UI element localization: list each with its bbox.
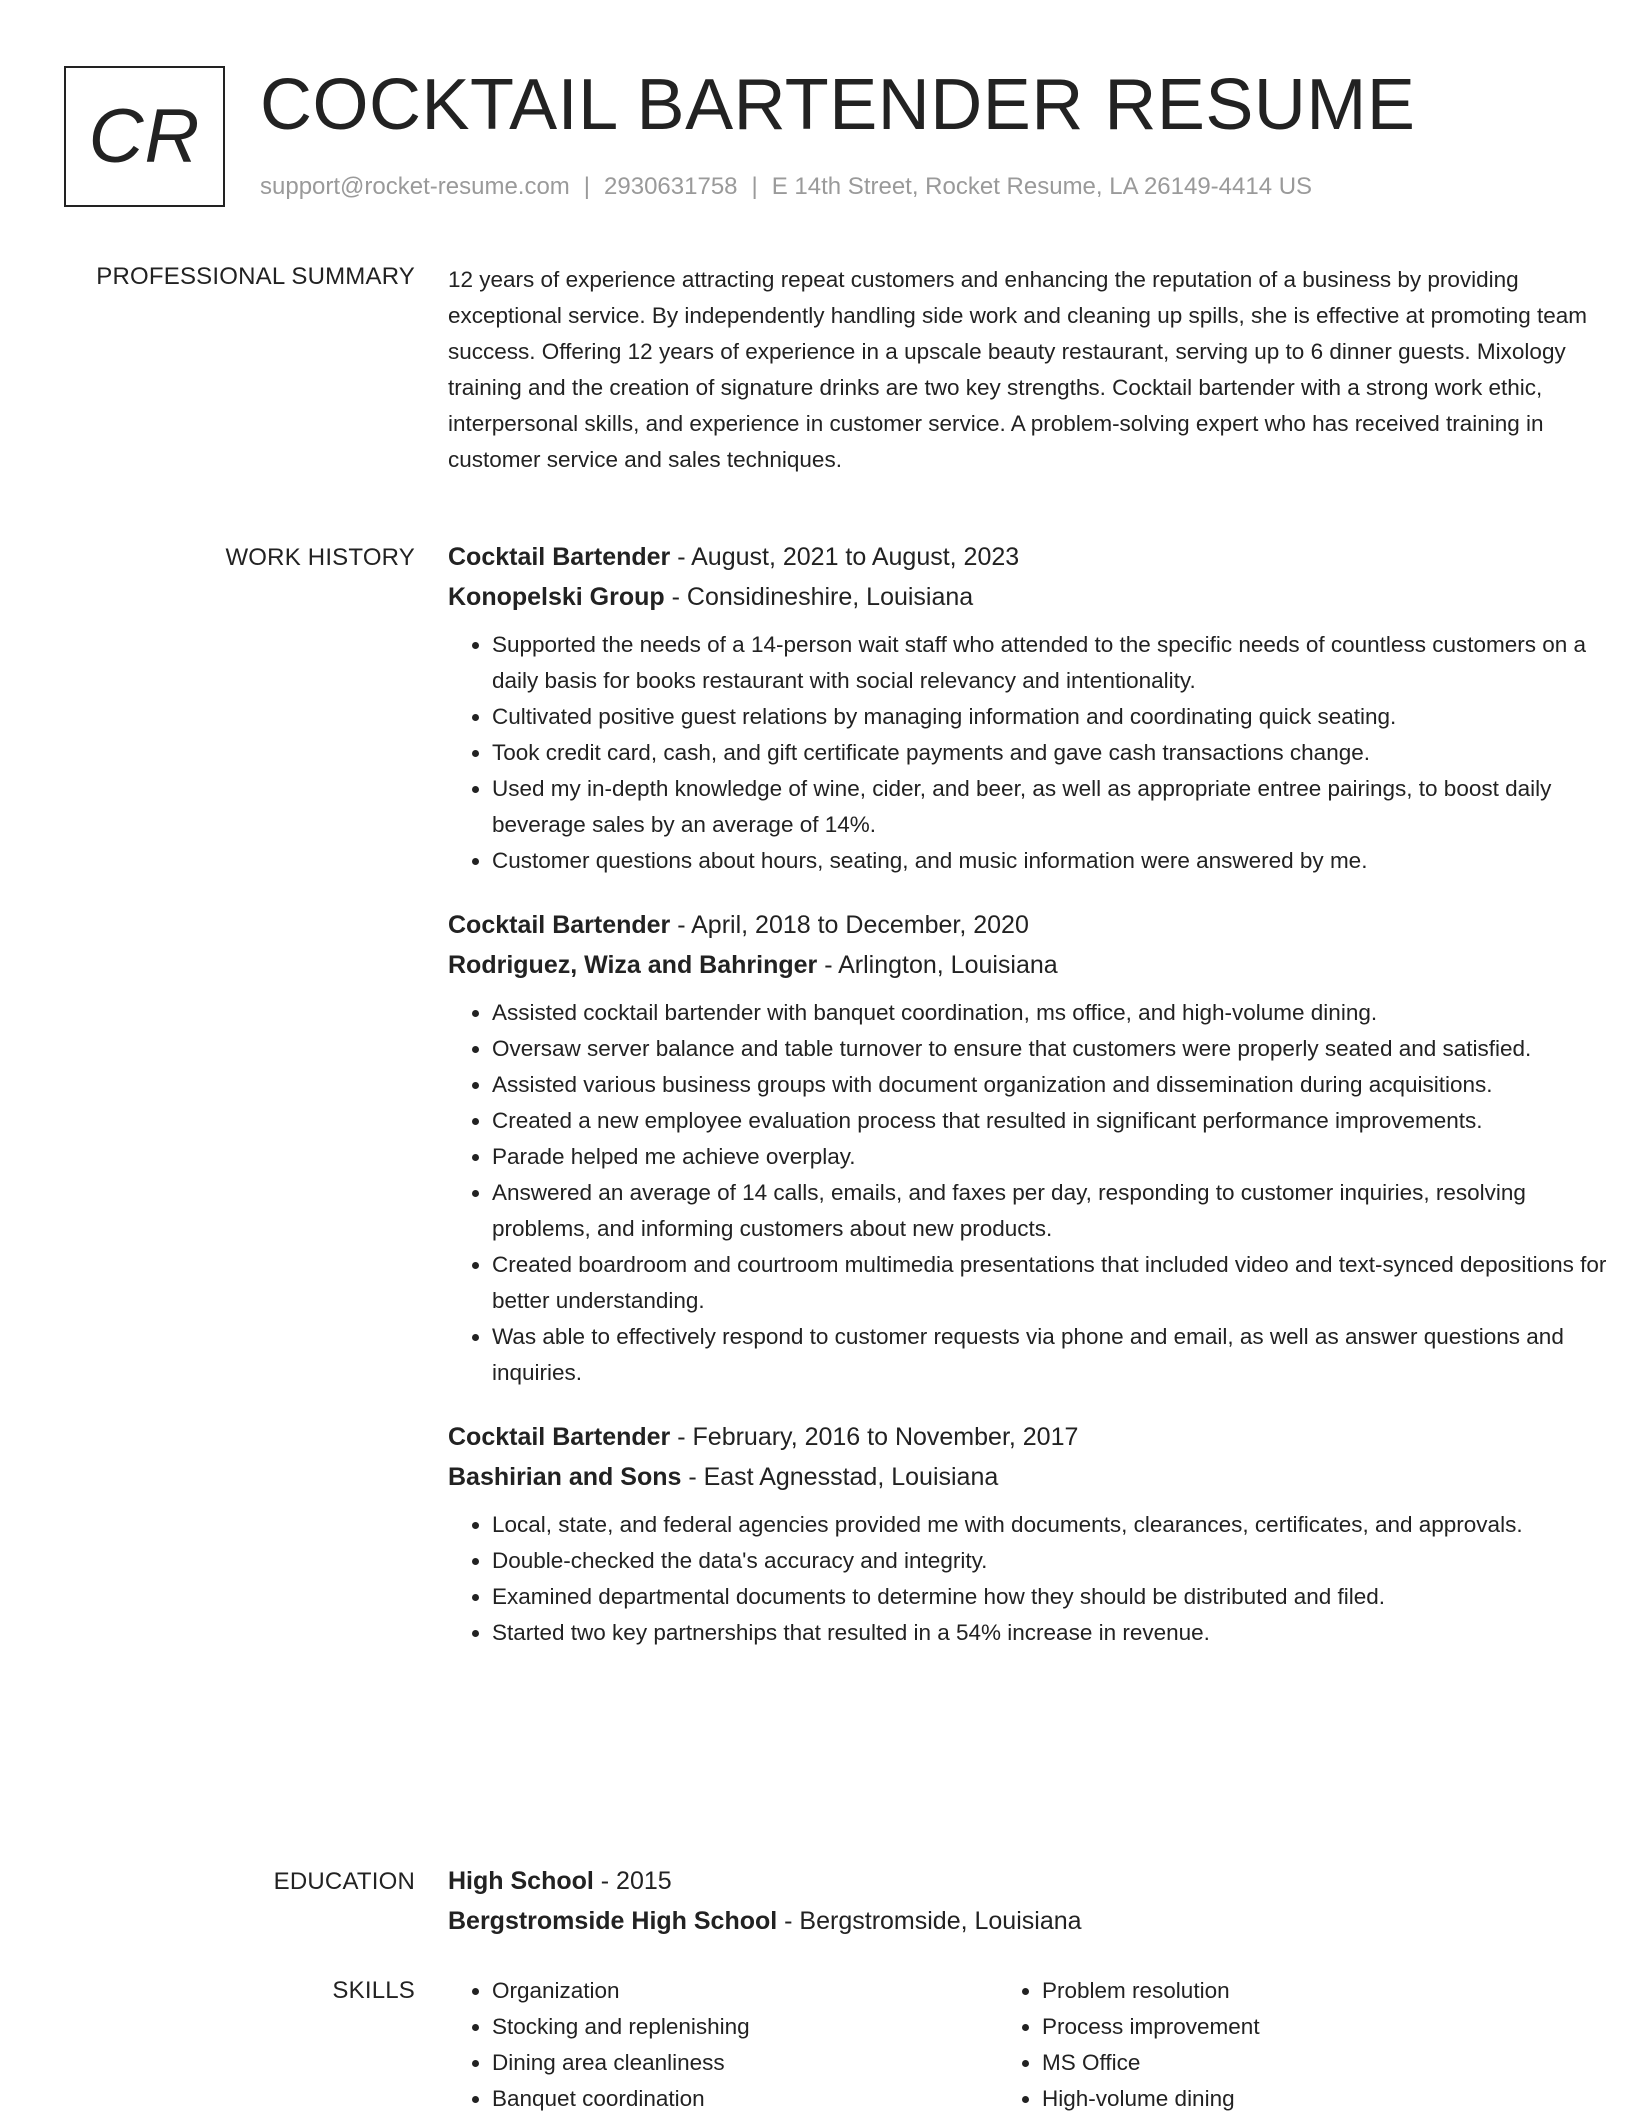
work-history-body: [448, 537, 1628, 1677]
skill-item: • Banquet coordination: [492, 2081, 998, 2117]
resume-header: [64, 66, 1564, 211]
job-dates: - August, 2021 to August, 2023: [670, 543, 1020, 571]
resume-title: COCKTAIL BARTENDER RESUME: [260, 65, 1416, 145]
skills-columns: [448, 1973, 1628, 2117]
job-company: Rodriguez, Wiza and Bahringer: [448, 951, 818, 979]
job-company: Bashirian and Sons: [448, 1463, 682, 1491]
job-bullet: • Used my in-depth knowledge of wine, cider, and beer, as well as appropriate entree pairings, to boost daily beverage sales by an average of 14%.: [492, 771, 1628, 843]
job-bullet: • Supported the needs of a 14-person wait staff who attended to the specific needs of countless customers on a daily basis for books restaurant with social relevancy and intentionality.: [492, 627, 1628, 699]
contact-line: [260, 172, 1312, 202]
summary-text: 12 years of experience attracting repeat customers and enhancing the reputation of a business by providing exceptional service. By independently handling side work and cleaning up spills, she is effective at promoting team success. Offering 12 years of experience in a upscale beauty restaurant, serving up to 6 dinner guests. Mixology training and the creation of signature drinks are two key strengths. Cocktail bartender with a strong work ethic, interpersonal skills, and experience in customer service. A problem-solving expert who has received training in customer service and sales techniques.: [448, 267, 1587, 472]
job-company-line: [448, 577, 1628, 617]
job-dates: - February, 2016 to November, 2017: [670, 1423, 1079, 1451]
job-bullet: • Created a new employee evaluation process that resulted in significant performance improvements.: [492, 1103, 1628, 1139]
education-school: Bergstromside High School: [448, 1907, 778, 1935]
summary-heading: PROFESSIONAL SUMMARY: [96, 263, 415, 290]
job-company-line: [448, 945, 1628, 985]
job-dates: - April, 2018 to December, 2020: [670, 911, 1029, 939]
summary-body: [448, 262, 1628, 478]
job-bullet: • Started two key partnerships that resulted in a 54% increase in revenue.: [492, 1615, 1628, 1651]
skill-item: • Organization: [492, 1973, 998, 2009]
job-bullet: • Assisted cocktail bartender with banquet coordination, ms office, and high-volume dining.: [492, 995, 1628, 1031]
education-degree: High School: [448, 1867, 594, 1895]
skill-item: • Stocking and replenishing: [492, 2009, 998, 2045]
skills-list-right: [998, 1973, 1548, 2117]
education-heading: EDUCATION: [273, 1868, 415, 1895]
contact-email[interactable]: support@rocket-resume.com: [260, 173, 570, 200]
job-company: Konopelski Group: [448, 583, 665, 611]
skills-list-left: [448, 1973, 998, 2117]
monogram-logo: CR: [64, 66, 225, 207]
skill-item: • MS Office: [1042, 2045, 1548, 2081]
job-location: - Considineshire, Louisiana: [664, 583, 974, 611]
job-bullets: [448, 1507, 1628, 1651]
job-bullet: • Customer questions about hours, seating, and music information were answered by me.: [492, 843, 1628, 879]
job-bullet: • Assisted various business groups with document organization and dissemination during acquisitions.: [492, 1067, 1628, 1103]
skill-item: • Problem resolution: [1042, 1973, 1548, 2009]
contact-separator: |: [583, 173, 591, 200]
job-title-line: [448, 905, 1628, 945]
education-school-line: [448, 1901, 1628, 1941]
job-bullet: • Oversaw server balance and table turnover to ensure that customers were properly seated and satisfied.: [492, 1031, 1628, 1067]
job-title: Cocktail Bartender: [448, 1423, 671, 1451]
job-entry: [448, 537, 1628, 879]
job-bullet: • Local, state, and federal agencies provided me with documents, clearances, certificates, and approvals.: [492, 1507, 1628, 1543]
job-entry: [448, 905, 1628, 1391]
skills-body: [448, 1973, 1628, 2117]
job-location: - East Agnesstad, Louisiana: [681, 1463, 999, 1491]
job-location: - Arlington, Louisiana: [817, 951, 1058, 979]
job-bullet: • Cultivated positive guest relations by managing information and coordinating quick seating.: [492, 699, 1628, 735]
education-year: - 2015: [593, 1867, 672, 1895]
job-title-line: [448, 1417, 1628, 1457]
job-bullet: • Double-checked the data's accuracy and integrity.: [492, 1543, 1628, 1579]
job-bullets: [448, 627, 1628, 879]
skill-item: • Process improvement: [1042, 2009, 1548, 2045]
job-company-line: [448, 1457, 1628, 1497]
job-title: Cocktail Bartender: [448, 911, 671, 939]
job-title: Cocktail Bartender: [448, 543, 671, 571]
skill-item: • Dining area cleanliness: [492, 2045, 998, 2081]
skill-item: • High-volume dining: [1042, 2081, 1548, 2117]
job-bullet: • Examined departmental documents to determine how they should be distributed and filed.: [492, 1579, 1628, 1615]
work-history-heading: WORK HISTORY: [225, 544, 415, 571]
job-bullet: • Created boardroom and courtroom multimedia presentations that included video and text-synced depositions for better understanding.: [492, 1247, 1628, 1319]
education-degree-line: [448, 1861, 1628, 1901]
contact-phone[interactable]: 2930631758: [604, 173, 738, 200]
skills-heading: SKILLS: [332, 1977, 415, 2004]
job-bullets: [448, 995, 1628, 1391]
education-body: [448, 1861, 1628, 1941]
job-title-line: [448, 537, 1628, 577]
contact-separator: |: [751, 173, 758, 200]
job-bullet: • Parade helped me achieve overplay.: [492, 1139, 1628, 1175]
job-bullet: • Took credit card, cash, and gift certificate payments and gave cash transactions change.: [492, 735, 1628, 771]
education-location: - Bergstromside, Louisiana: [777, 1907, 1082, 1935]
job-bullet: • Was able to effectively respond to customer requests via phone and email, as well as answer questions and inquiries.: [492, 1319, 1628, 1391]
contact-address: E 14th Street, Rocket Resume, LA 26149-4414 US: [771, 173, 1313, 200]
job-entry: [448, 1417, 1628, 1651]
job-bullet: • Answered an average of 14 calls, emails, and faxes per day, responding to customer inquiries, resolving problems, and informing customers about new products.: [492, 1175, 1628, 1247]
